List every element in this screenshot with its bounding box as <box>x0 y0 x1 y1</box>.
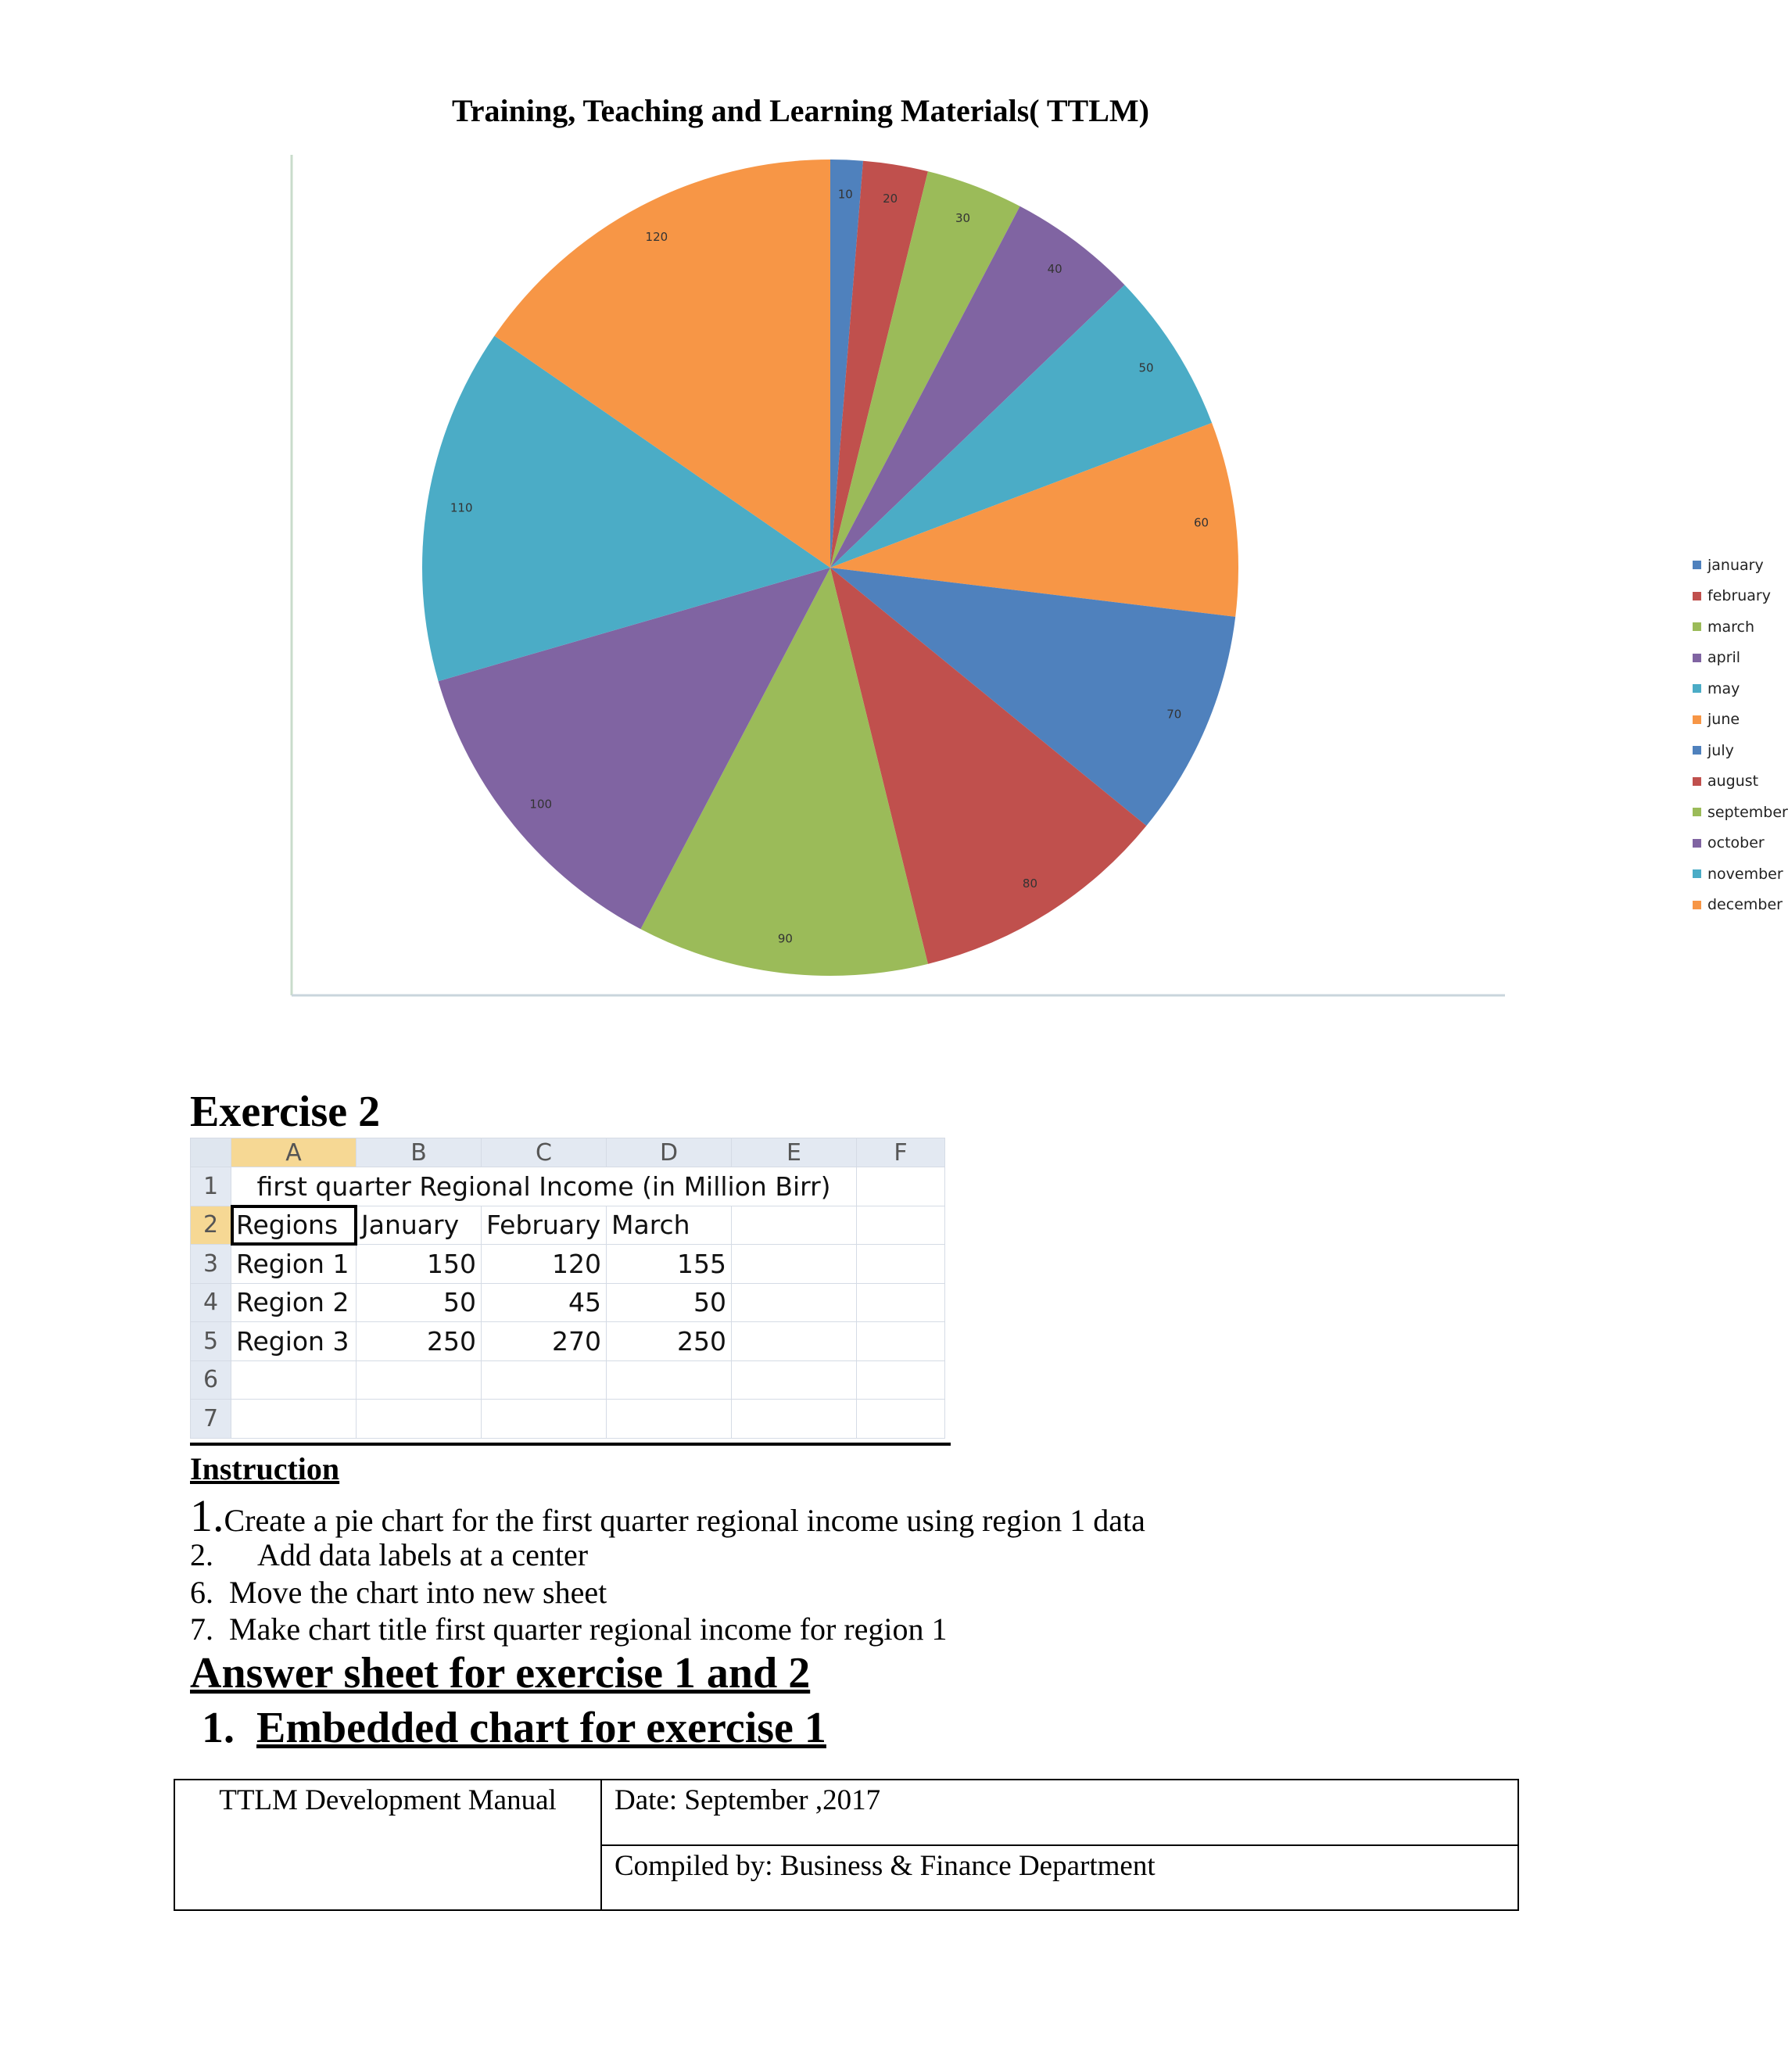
row-header-7[interactable]: 7 <box>191 1400 231 1439</box>
legend-swatch <box>1693 715 1701 724</box>
cell-e4[interactable] <box>732 1283 857 1322</box>
chart-legend <box>1693 550 1788 920</box>
cell-d3[interactable]: 155 <box>607 1245 732 1284</box>
legend-item-september <box>1693 797 1788 828</box>
pie-data-label-august: 80 <box>1022 876 1038 891</box>
cell-c5[interactable]: 270 <box>482 1322 607 1361</box>
table-row <box>191 1167 945 1206</box>
page-footer-table <box>174 1779 1519 1911</box>
cell-e3[interactable] <box>732 1245 857 1284</box>
spreadsheet-excerpt <box>190 1138 945 1439</box>
pie-data-label-november: 110 <box>450 500 473 515</box>
legend-label: september <box>1707 803 1788 821</box>
cell-e6[interactable] <box>732 1360 857 1400</box>
footer-date: Date: September ,2017 <box>602 1780 1517 1846</box>
pie-data-label-march: 30 <box>955 211 971 226</box>
exercise-heading: Exercise 2 <box>190 1088 381 1136</box>
pie-data-label-june: 60 <box>1193 515 1209 530</box>
row-header-4[interactable]: 4 <box>191 1283 231 1322</box>
column-header-c[interactable]: C <box>482 1138 607 1167</box>
step-text: Move the chart into new sheet <box>229 1575 607 1610</box>
cell-c2[interactable]: February <box>482 1206 607 1245</box>
instruction-step-1 <box>190 1489 1145 1542</box>
legend-label: june <box>1707 711 1740 729</box>
legend-item-january <box>1693 550 1788 581</box>
legend-label: august <box>1707 773 1759 790</box>
instruction-step-6 <box>190 1574 607 1611</box>
cell-b5[interactable]: 250 <box>357 1322 482 1361</box>
legend-label: october <box>1707 834 1765 852</box>
legend-swatch <box>1693 777 1701 786</box>
column-header-a[interactable]: A <box>231 1138 357 1167</box>
step-number: 2. <box>190 1537 213 1572</box>
cell-d4[interactable]: 50 <box>607 1283 732 1322</box>
footer-compiled-by: Compiled by: Business & Finance Department <box>615 1850 1156 1882</box>
legend-item-march <box>1693 611 1788 643</box>
legend-swatch <box>1693 839 1701 848</box>
row-header-6[interactable]: 6 <box>191 1360 231 1400</box>
cell-b4[interactable]: 50 <box>357 1283 482 1322</box>
legend-item-february <box>1693 581 1788 612</box>
column-header-b[interactable]: B <box>357 1138 482 1167</box>
cell-b6[interactable] <box>357 1360 482 1400</box>
column-header-f[interactable]: F <box>857 1138 945 1167</box>
instruction-step-2 <box>190 1536 588 1573</box>
table-row <box>191 1400 945 1439</box>
legend-label: december <box>1707 896 1783 914</box>
cell-f6[interactable] <box>857 1360 945 1400</box>
column-header-row <box>191 1138 945 1167</box>
legend-label: april <box>1707 649 1741 667</box>
cell-e5[interactable] <box>732 1322 857 1361</box>
cell-b7[interactable] <box>357 1400 482 1439</box>
legend-swatch <box>1693 901 1701 909</box>
sheet-bottom-rule <box>190 1443 951 1446</box>
table-row <box>191 1283 945 1322</box>
pie-data-label-february: 20 <box>883 192 898 206</box>
legend-label: may <box>1707 679 1740 697</box>
legend-swatch <box>1693 622 1701 631</box>
table-row <box>191 1360 945 1400</box>
cell-f4[interactable] <box>857 1283 945 1322</box>
legend-label: january <box>1707 556 1764 574</box>
legend-label: july <box>1707 741 1734 759</box>
legend-swatch <box>1693 654 1701 662</box>
step-number: 7. <box>190 1611 213 1647</box>
cell-e2[interactable] <box>732 1206 857 1245</box>
legend-swatch <box>1693 592 1701 600</box>
cell-d6[interactable] <box>607 1360 732 1400</box>
pie-data-label-september: 90 <box>777 931 793 946</box>
cell-b3[interactable]: 150 <box>357 1245 482 1284</box>
cell-d7[interactable] <box>607 1400 732 1439</box>
cell-f1[interactable] <box>857 1167 945 1206</box>
legend-swatch <box>1693 869 1701 878</box>
legend-label: february <box>1707 587 1771 605</box>
row-header-2[interactable]: 2 <box>191 1206 231 1245</box>
spreadsheet-table <box>190 1138 945 1439</box>
answer-sheet-heading: Answer sheet for exercise 1 and 2 <box>190 1649 811 1697</box>
pie-data-label-october: 100 <box>529 797 553 812</box>
legend-swatch <box>1693 684 1701 693</box>
legend-item-april <box>1693 643 1788 674</box>
legend-swatch <box>1693 808 1701 816</box>
pie-data-label-july: 70 <box>1166 707 1182 722</box>
legend-item-june <box>1693 704 1788 736</box>
cell-a6[interactable] <box>231 1360 357 1400</box>
cell-f2[interactable] <box>857 1206 945 1245</box>
pie-chart <box>289 155 1788 999</box>
legend-label: march <box>1707 618 1755 636</box>
pie-data-label-january: 10 <box>837 187 853 202</box>
cell-a7[interactable] <box>231 1400 357 1439</box>
step-text: Add data labels at a center <box>257 1537 589 1572</box>
cell-c3[interactable]: 120 <box>482 1245 607 1284</box>
legend-item-august <box>1693 766 1788 798</box>
row-header-1[interactable]: 1 <box>191 1167 231 1206</box>
cell-c4[interactable]: 45 <box>482 1283 607 1322</box>
cell-a4[interactable]: Region 2 <box>231 1283 357 1322</box>
cell-b2[interactable]: January <box>357 1206 482 1245</box>
table-row <box>191 1206 945 1245</box>
page-header-title: Training, Teaching and Learning Materials( TTLM) <box>452 93 1149 128</box>
step-number: 6. <box>190 1575 213 1610</box>
legend-item-october <box>1693 828 1788 859</box>
pie-data-label-may: 50 <box>1138 360 1154 375</box>
column-header-d[interactable]: D <box>607 1138 732 1167</box>
heading-number: 1. <box>202 1704 235 1752</box>
instruction-title: Instruction <box>190 1451 340 1486</box>
legend-item-july <box>1693 735 1788 766</box>
legend-swatch <box>1693 561 1701 569</box>
table-row <box>191 1322 945 1361</box>
pie-data-label-december: 120 <box>645 229 668 244</box>
row-header-5[interactable]: 5 <box>191 1322 231 1361</box>
select-all-corner[interactable] <box>191 1138 231 1167</box>
step-text: Make chart title first quarter regional income for region 1 <box>229 1611 948 1647</box>
heading-text: Embedded chart for exercise 1 <box>256 1704 826 1752</box>
instruction-step-7 <box>190 1611 948 1647</box>
legend-item-december <box>1693 890 1788 921</box>
cell-a2-active[interactable]: Regions <box>231 1206 357 1245</box>
row-header-3[interactable]: 3 <box>191 1245 231 1284</box>
cell-f5[interactable] <box>857 1322 945 1361</box>
cell-d5[interactable]: 250 <box>607 1322 732 1361</box>
step-text: Create a pie chart for the first quarter regional income using region 1 data <box>224 1503 1145 1538</box>
legend-item-may <box>1693 673 1788 704</box>
cell-d2[interactable]: March <box>607 1206 732 1245</box>
cell-c7[interactable] <box>482 1400 607 1439</box>
footer-manual-name: TTLM Development Manual <box>175 1780 602 1909</box>
cell-f3[interactable] <box>857 1245 945 1284</box>
sheet-title-cell[interactable]: first quarter Regional Income (in Million Birr) <box>231 1167 857 1206</box>
cell-f7[interactable] <box>857 1400 945 1439</box>
cell-a3[interactable]: Region 1 <box>231 1245 357 1284</box>
column-header-e[interactable]: E <box>732 1138 857 1167</box>
pie-data-label-april: 40 <box>1047 261 1062 276</box>
legend-item-november <box>1693 859 1788 890</box>
pie-slices-group <box>422 160 1238 976</box>
embedded-chart-heading <box>202 1703 826 1753</box>
table-row <box>191 1245 945 1284</box>
legend-label: november <box>1707 865 1783 883</box>
step-number: 1. <box>190 1490 224 1541</box>
legend-swatch <box>1693 746 1701 755</box>
cell-c6[interactable] <box>482 1360 607 1400</box>
pie-chart-svg <box>289 155 1509 999</box>
cell-e7[interactable] <box>732 1400 857 1439</box>
cell-a5[interactable]: Region 3 <box>231 1322 357 1361</box>
